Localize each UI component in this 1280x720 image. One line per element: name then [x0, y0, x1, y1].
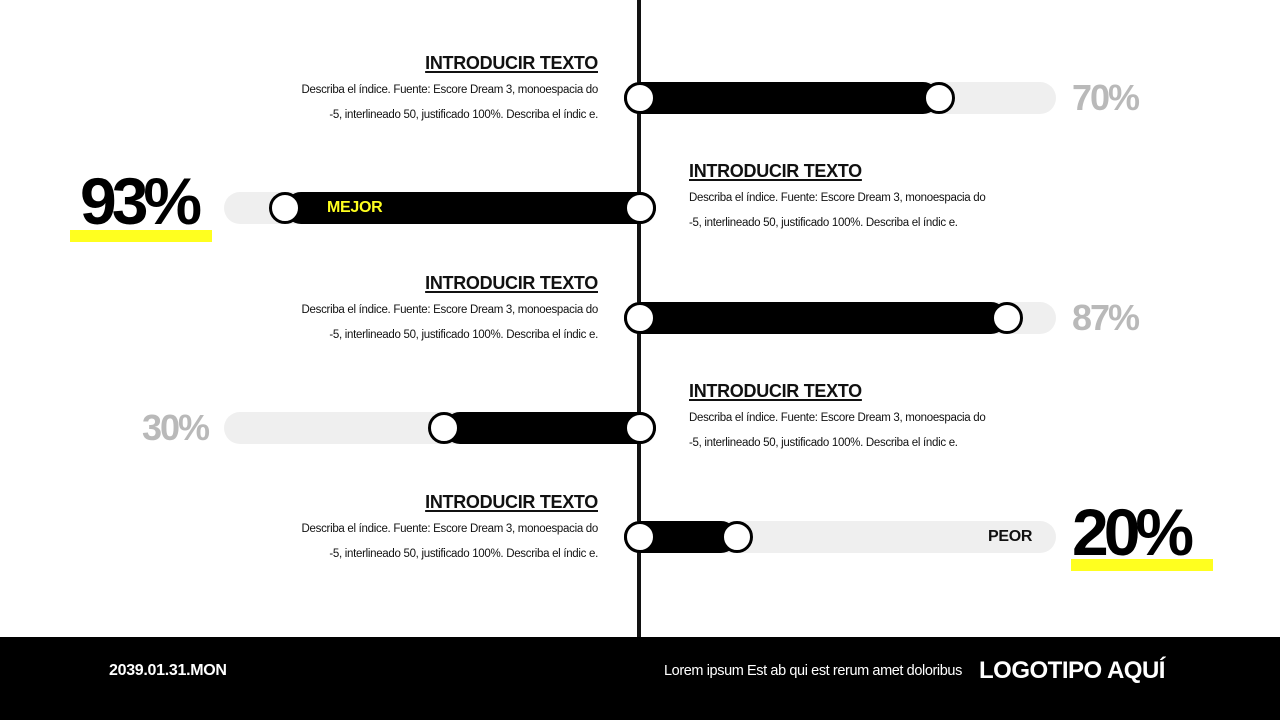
text-block — [689, 380, 989, 456]
text-block-description: Describa el índice. Fuente: Escore Dream 3, monoespacia do -5, interlineado 50, justificado 100%. Describa el índic e. — [301, 523, 598, 560]
text-block — [298, 491, 598, 567]
bar-start-knob — [624, 192, 656, 224]
text-block-title: INTRODUCIR TEXTO — [425, 492, 598, 512]
footer-text: Lorem ipsum Est ab qui est rerum amet doloribus — [664, 663, 962, 679]
text-block-title: INTRODUCIR TEXTO — [425, 53, 598, 73]
bar-start-knob — [624, 521, 656, 553]
bar-start-knob — [624, 82, 656, 114]
text-block — [298, 272, 598, 348]
text-block-description: Describa el índice. Fuente: Escore Dream 3, monoespacia do -5, interlineado 50, justificado 100%. Describa el índic e. — [689, 192, 986, 229]
bar-end-knob — [269, 192, 301, 224]
bar-end-knob — [923, 82, 955, 114]
bar-fill — [624, 82, 939, 114]
bar-end-knob — [428, 412, 460, 444]
footer-bar — [0, 637, 1280, 720]
footer-date: 2039.01.31.MON — [109, 662, 227, 679]
best-tag: MEJOR — [327, 199, 383, 216]
text-block-description: Describa el índice. Fuente: Escore Dream 3, monoespacia do -5, interlineado 50, justificado 100%. Describa el índic e. — [301, 304, 598, 341]
value-label: 70% — [1072, 77, 1139, 118]
text-block-description: Describa el índice. Fuente: Escore Dream 3, monoespacia do -5, interlineado 50, justificado 100%. Describa el índic e. — [301, 84, 598, 121]
bar-start-knob — [624, 412, 656, 444]
value-label: 87% — [1072, 297, 1139, 338]
value-label: 93% — [80, 164, 198, 238]
bar-fill — [624, 302, 1007, 334]
text-block-title: INTRODUCIR TEXTO — [425, 273, 598, 293]
value-label: 30% — [142, 407, 209, 448]
worst-tag: PEOR — [988, 528, 1033, 545]
text-block — [298, 52, 598, 128]
bar-start-knob — [624, 302, 656, 334]
text-block-title: INTRODUCIR TEXTO — [689, 381, 862, 401]
footer-logo: LOGOTIPO AQUÍ — [979, 657, 1165, 684]
value-label: 20% — [1072, 495, 1190, 569]
text-block-description: Describa el índice. Fuente: Escore Dream 3, monoespacia do -5, interlineado 50, justificado 100%. Describa el índic e. — [689, 412, 986, 449]
text-block-title: INTRODUCIR TEXTO — [689, 161, 862, 181]
bar-end-knob — [721, 521, 753, 553]
text-block — [689, 160, 989, 236]
